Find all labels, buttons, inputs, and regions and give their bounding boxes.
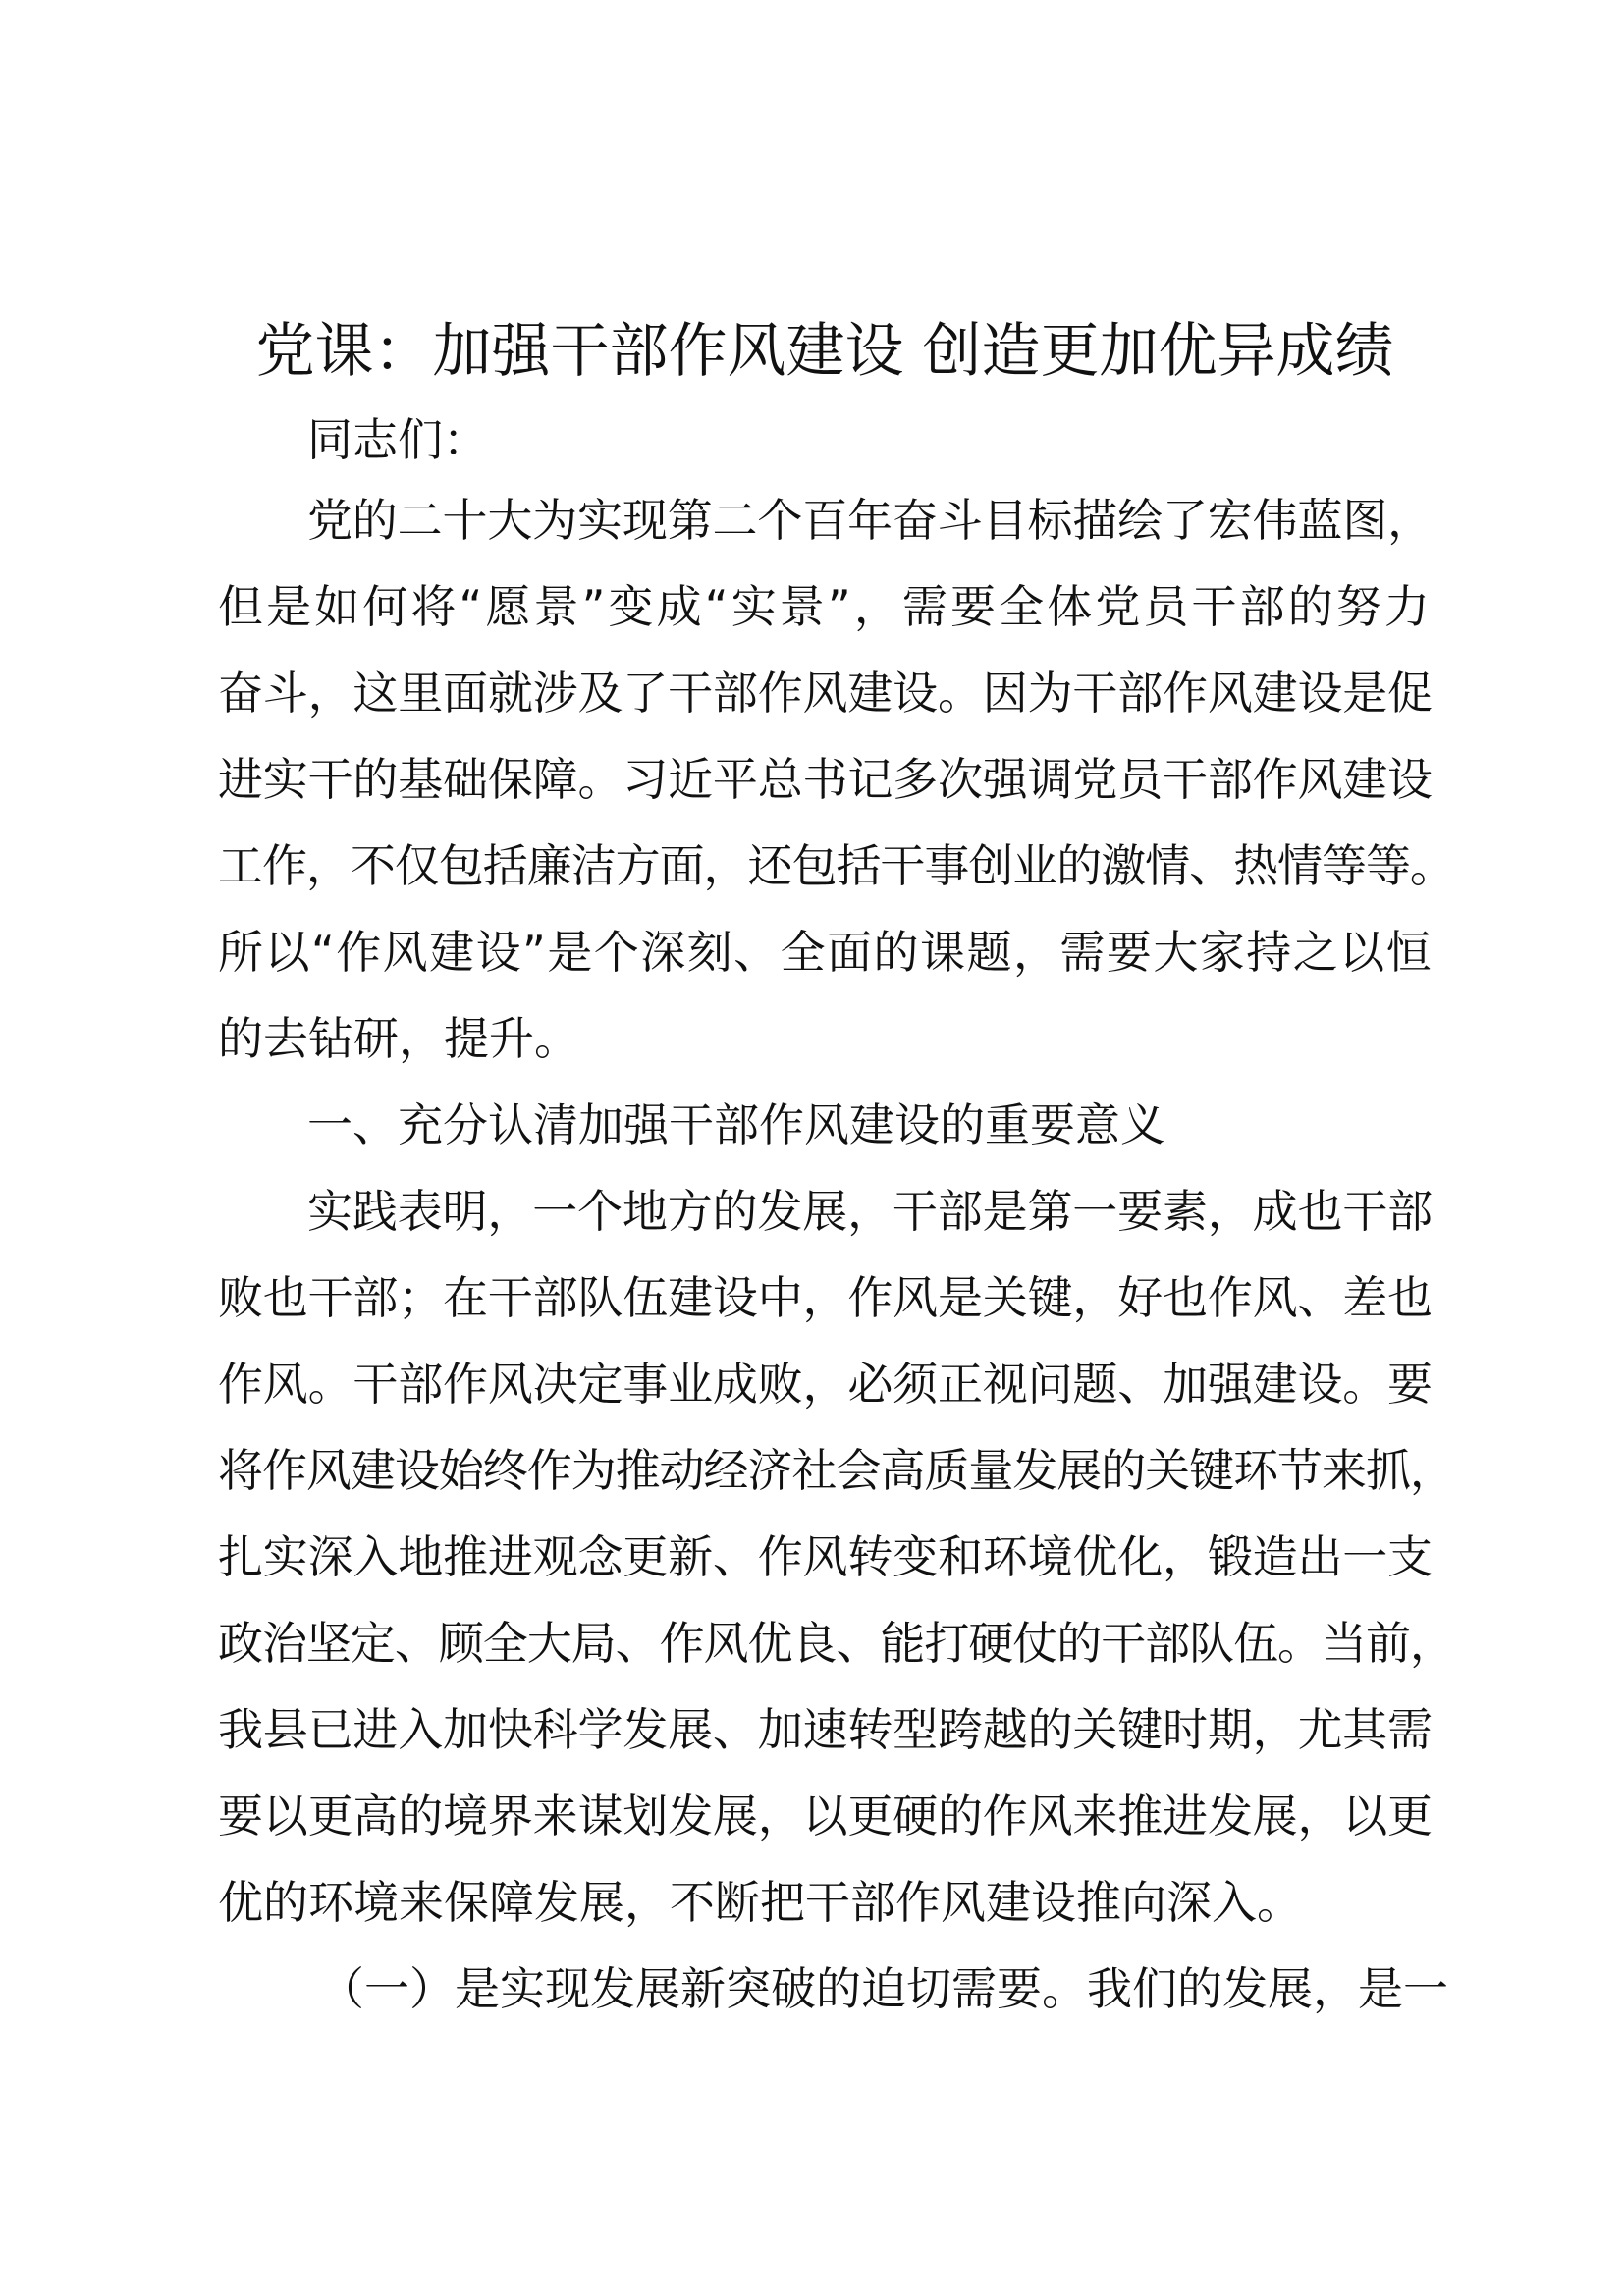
- text-line: 党的二十大为实现第二个百年奋斗目标描绘了宏伟蓝图，: [307, 494, 1434, 547]
- text-line: 所以“作风建设”是个深刻、全面的课题，需要大家持之以恒: [218, 926, 1434, 979]
- text-line: 进实干的基础保障。习近平总书记多次强调党员干部作风建设: [218, 753, 1433, 806]
- text-line: 奋斗，这里面就涉及了干部作风建设。因为干部作风建设是促: [218, 667, 1433, 720]
- text-line: 政治坚定、顾全大局、作风优良、能打硬仗的干部队伍。当前，: [218, 1617, 1454, 1670]
- text-line: 工作，不仅包括廉洁方面，还包括干事创业的激情、热情等等。: [218, 839, 1454, 892]
- text-line: 败也干部；在干部队伍建设中，作风是关键，好也作风、差也: [218, 1271, 1433, 1324]
- text-line: 实践表明，一个地方的发展，干部是第一要素，成也干部: [307, 1185, 1434, 1238]
- text-line: （一）是实现发展新突破的迫切需要。我们的发展，是一: [319, 1962, 1448, 2015]
- text-line: 但是如何将“愿景”变成“实景”，需要全体党员干部的努力: [218, 580, 1434, 633]
- text-line: 作风。干部作风决定事业成败，必须正视问题、加强建设。要: [218, 1358, 1433, 1411]
- text-line: 要以更高的境界来谋划发展，以更硬的作风来推进发展，以更: [218, 1789, 1433, 1842]
- text-line: 一、充分认清加强干部作风建设的重要意义: [307, 1098, 1165, 1151]
- salutation: 同志们：: [307, 413, 488, 466]
- text-line: 优的环境来保障发展，不断把干部作风建设推向深入。: [218, 1876, 1302, 1929]
- text-line: 将作风建设始终作为推动经济社会高质量发展的关键环节来抓，: [218, 1444, 1454, 1497]
- text-line: 我县已进入加快科学发展、加速转型跨越的关键时期，尤其需: [218, 1703, 1433, 1756]
- text-line: 扎实深入地推进观念更新、作风转变和环境优化，锻造出一支: [218, 1530, 1433, 1583]
- text-line: 的去钻研，提升。: [218, 1012, 579, 1065]
- document-title: 党课：加强干部作风建设 创造更加优异成绩: [255, 317, 1394, 386]
